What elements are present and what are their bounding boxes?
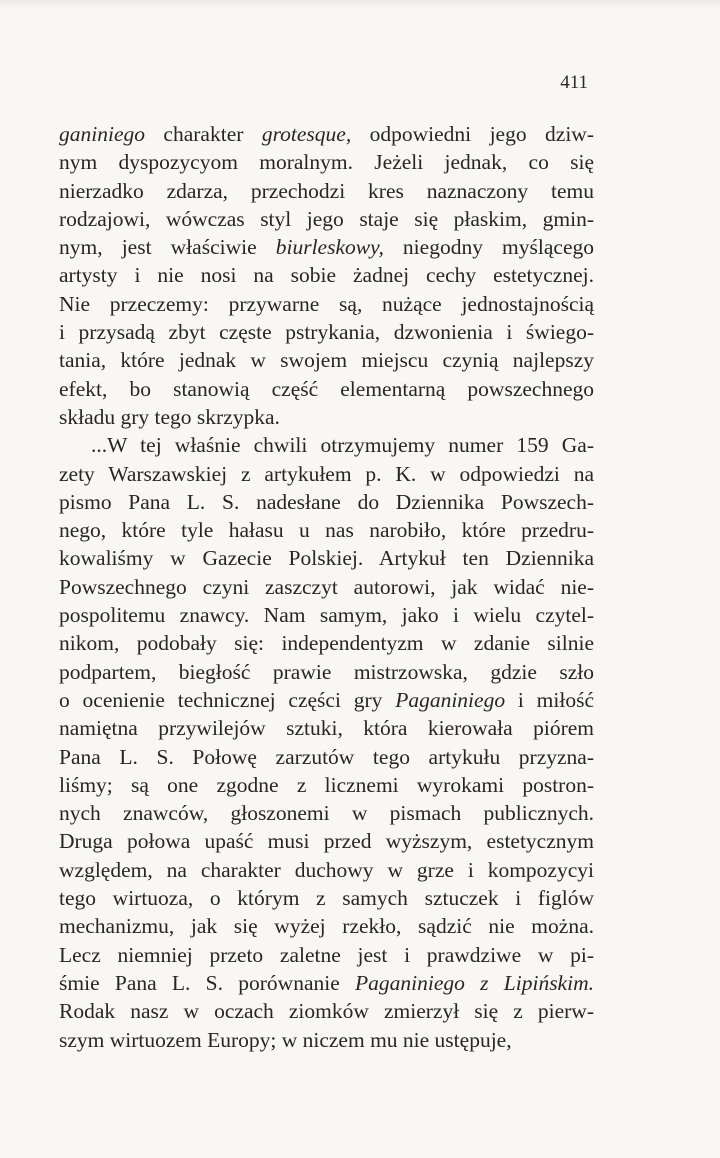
page-edge-shadow: [0, 0, 720, 8]
text-line: [59, 233, 594, 261]
text-segment: Powszechnego czyni zaszczyt autorowi, jak widać nie-: [59, 574, 594, 599]
italic-text: biurleskowy,: [275, 235, 384, 260]
text-line: [59, 460, 594, 488]
text-segment: nym dyspozycyom moralnym. Jeżeli jednak, co się: [59, 150, 594, 175]
text-segment: i miłość: [505, 687, 594, 712]
text-line: [59, 120, 594, 148]
text-line: [59, 375, 594, 403]
text-line: [59, 799, 594, 827]
text-line: [59, 912, 594, 940]
text-line: [59, 714, 594, 742]
text-line: [59, 346, 594, 374]
text-segment: względem, na charakter duchowy w grze i kompozycyi: [59, 857, 594, 882]
text-segment: szym wirtuozem Europy; w niczem mu nie ustępuje,: [59, 1027, 512, 1052]
text-line: [59, 318, 594, 346]
text-line: [59, 488, 594, 516]
text-segment: podpartem, biegłość prawie mistrzowska, gdzie szło: [59, 659, 594, 684]
text-segment: namiętna przywilejów sztuki, która kierowała piórem: [59, 716, 594, 741]
text-segment: składu gry tego skrzypka.: [59, 404, 280, 429]
text-segment: kowaliśmy w Gazecie Polskiej. Artykuł ten Dziennika: [59, 546, 594, 571]
text-line: [59, 856, 594, 884]
text-line: [59, 1026, 594, 1054]
text-segment: nych znawców, głoszonemi w pismach publicznych.: [59, 801, 594, 826]
text-segment: Druga połowa upaść musi przed wyższym, estetycznym: [59, 829, 594, 854]
text-segment: efekt, bo stanowią część elementarną powszechnego: [59, 376, 594, 401]
text-segment: tania, które jednak w swojem miejscu czynią najlepszy: [59, 348, 594, 373]
text-line: [59, 573, 594, 601]
text-segment: niegodny myślącego: [383, 235, 594, 260]
text-line: [59, 431, 594, 459]
text-segment: zety Warszawskiej z artykułem p. K. w odpowiedzi na: [59, 461, 594, 486]
page-number: 411: [560, 72, 588, 93]
text-segment: mechanizmu, jak się wyżej rzekło, sądzić nie można.: [59, 914, 594, 939]
text-segment: rodzajowi, wówczas styl jego staje się płaskim, gmin-: [59, 206, 594, 231]
text-segment: nikom, podobały się: independentyzm w zdanie silnie: [59, 631, 594, 656]
text-line: [59, 658, 594, 686]
text-segment: charakter: [145, 122, 262, 146]
text-line: [59, 743, 594, 771]
text-segment: nego, które tyle hałasu u nas narobiło, które przedru-: [59, 518, 594, 543]
text-segment: ...W tej właśnie chwili otrzymujemy numer 159 Ga-: [91, 433, 594, 458]
text-segment: nym, jest właściwie: [59, 235, 276, 260]
text-line: [59, 686, 594, 714]
body-text: [59, 120, 594, 1054]
text-line: [59, 148, 594, 176]
text-line: [59, 601, 594, 629]
text-segment: artysty i nie nosi na sobie żadnej cechy estetycznej.: [59, 263, 594, 288]
text-segment: i przysadą zbyt częste pstrykania, dzwonienia i świego-: [59, 320, 594, 345]
text-line: [59, 941, 594, 969]
text-line: [59, 969, 594, 997]
text-line: [59, 205, 594, 233]
text-segment: pismo Pana L. S. nadesłane do Dziennika Powszech-: [59, 489, 594, 514]
text-segment: liśmy; są one zgodne z licznemi wyrokami postron-: [59, 772, 594, 797]
text-line: [59, 629, 594, 657]
text-line: [59, 403, 594, 431]
text-line: [59, 177, 594, 205]
text-line: [59, 516, 594, 544]
text-line: [59, 997, 594, 1025]
text-segment: nierzadko zdarza, przechodzi kres naznaczony temu: [59, 178, 594, 203]
text-segment: Pana L. S. Połowę zarzutów tego artykułu przyzna-: [59, 744, 594, 769]
text-segment: tego wirtuoza, o którym z samych sztuczek i figlów: [59, 886, 594, 911]
text-segment: śmie Pana L. S. porównanie: [59, 970, 356, 995]
text-line: [59, 827, 594, 855]
italic-text: grotesque,: [261, 122, 352, 146]
italic-text: ganiniego: [59, 122, 145, 146]
text-line: [59, 771, 594, 799]
italic-text: Paganiniego: [395, 687, 506, 712]
text-segment: pospolitemu znawcy. Nam samym, jako i wielu czytel-: [59, 603, 594, 628]
text-line: [59, 261, 594, 289]
text-segment: Lecz niemniej przeto zaletne jest i prawdziwe w pi-: [59, 942, 594, 967]
text-segment: Nie przeczemy: przywarne są, nużące jednostajnością: [59, 291, 594, 316]
text-segment: odpowiedni jego dziw-: [351, 122, 594, 146]
text-segment: o ocenienie technicznej części gry: [59, 687, 396, 712]
italic-text: Paganiniego z Lipińskim.: [355, 970, 594, 995]
text-line: [59, 544, 594, 572]
text-segment: Rodak nasz w oczach ziomków zmierzył się z pierw-: [59, 999, 594, 1024]
text-line: [59, 884, 594, 912]
text-line: [59, 290, 594, 318]
